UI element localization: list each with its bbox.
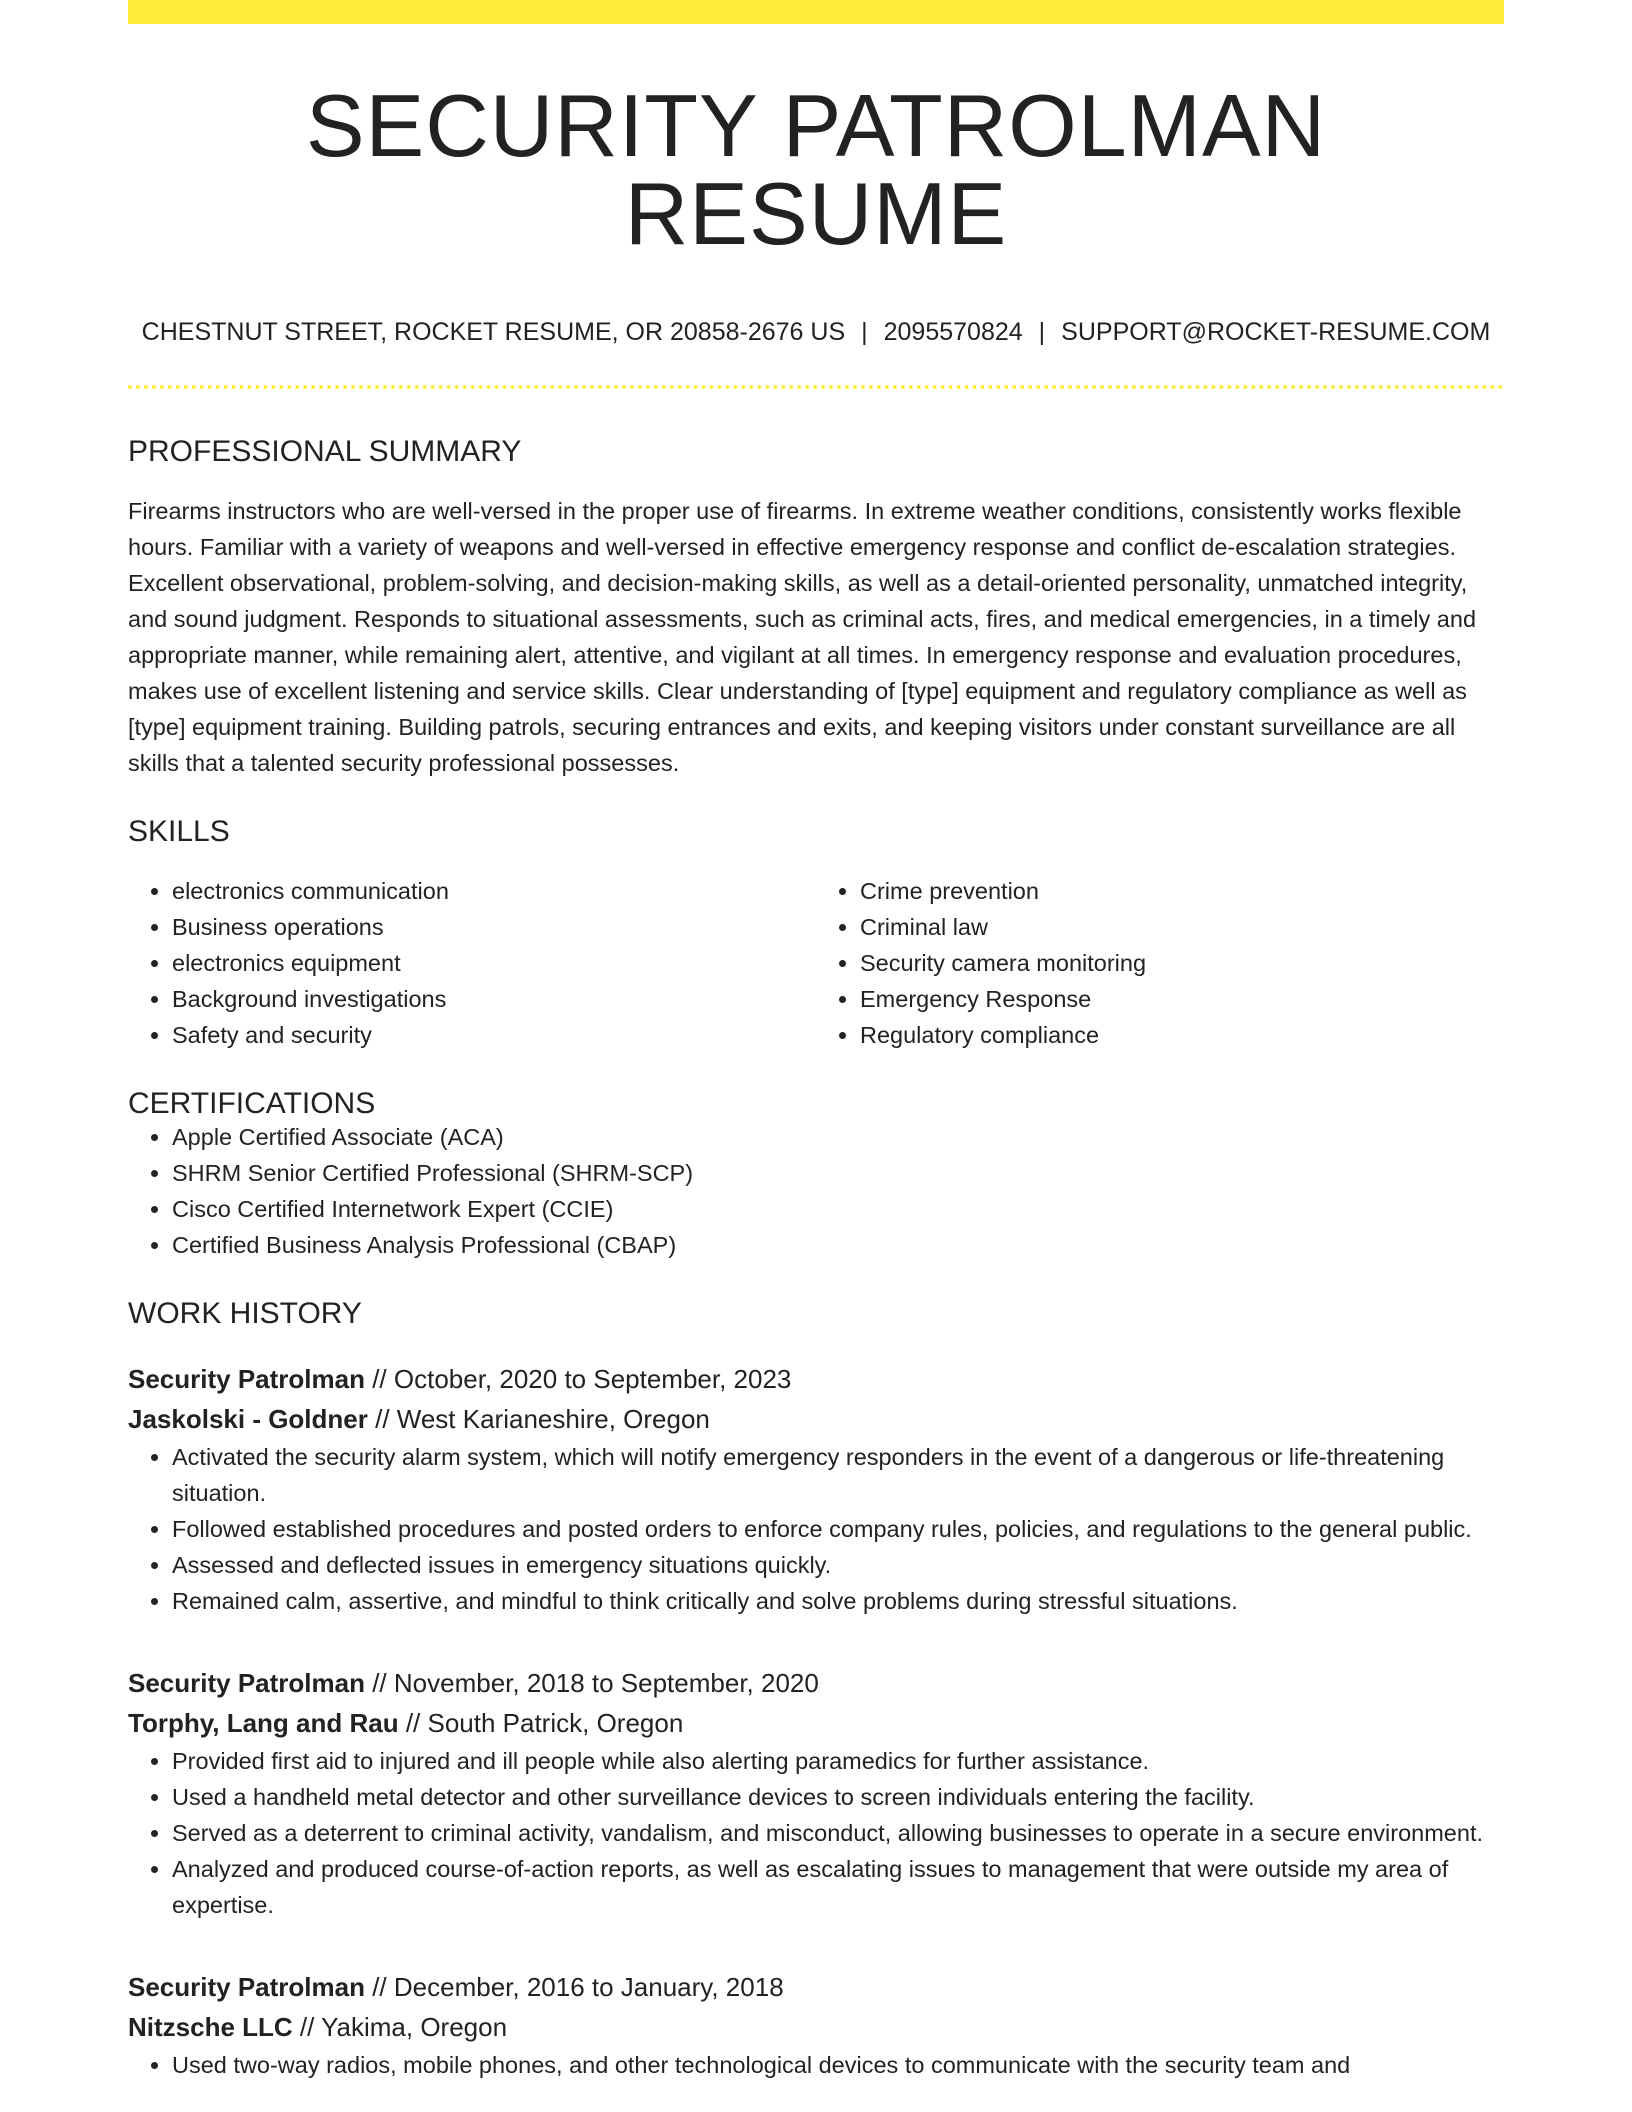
job-location: // Yakima, Oregon [292,2012,508,2042]
job-bullet: • Analyzed and produced course-of-action reports, as well as escalating issues to management that were outside my area of expertise. [172,1851,1504,1923]
job-bullet: • Served as a deterrent to criminal activity, vandalism, and misconduct, allowing businesses to operate in a secure environment. [172,1815,1504,1851]
job-dates: // December, 2016 to January, 2018 [364,1972,784,2002]
skill-item: • electronics equipment [172,945,816,981]
skills-column-left [128,873,816,1053]
summary-text: Firearms instructors who are well-versed in the proper use of firearms. In extreme weather conditions, consistently works flexible hours. Familiar with a variety of weapons and well-versed in effective emergency response and conflict de-escalation strategies. Excellent observational, problem-solving, and decision-making skills, as well as a detail-oriented personality, unmatched integrity, and sound judgment. Responds to situational assessments, such as criminal acts, fires, and medical emergencies, in a timely and appropriate manner, while remaining alert, attentive, and vigilant at all times. In emergency response and evaluation procedures, makes use of excellent listening and service skills. Clear understanding of [type] equipment and regulatory compliance as well as [type] equipment training. Building patrols, securing entrances and exits, and keeping visitors under constant surveillance are all skills that a talented security professional possesses. [128,498,1477,776]
job-bullet: • Activated the security alarm system, which will notify emergency responders in the event of a dangerous or life-threatening situation. [172,1439,1504,1511]
resume-title: SECURITY PATROLMAN RESUME [305,76,1327,263]
job-bullet: • Provided first aid to injured and ill people while also alerting paramedics for further assistance. [172,1743,1504,1779]
resume-page [128,0,1504,2083]
skill-item: • Background investigations [172,981,816,1017]
job-company: Nitzsche LLC [128,2012,293,2042]
contact-email: SUPPORT@ROCKET-RESUME.COM [1061,318,1491,346]
job-company: Jaskolski - Goldner [128,1404,368,1434]
contact-separator: | [861,318,868,346]
skills-heading: SKILLS [128,815,230,848]
accent-top-bar [128,0,1504,24]
job-company: Torphy, Lang and Rau [128,1708,399,1738]
job-bullet: • Followed established procedures and posted orders to enforce company rules, policies, and regulations to the general public. [172,1511,1504,1547]
job-title-line [128,1967,1504,2007]
contact-phone: 2095570824 [883,318,1023,346]
skills-list-right [816,873,1504,1053]
certification-item: • SHRM Senior Certified Professional (SHRM-SCP) [172,1155,1504,1191]
job-bullet-list [128,1743,1504,1923]
job-title: Security Patrolman [128,1364,365,1394]
job-title-line [128,1663,1504,1703]
skill-item: • Criminal law [860,909,1504,945]
job-company-line [128,1703,1504,1743]
certifications-list [128,1119,1504,1263]
contact-line [128,320,1504,345]
certification-item: • Apple Certified Associate (ACA) [172,1119,1504,1155]
job-location: // West Karianeshire, Oregon [367,1404,710,1434]
job-bullet: • Used a handheld metal detector and other surveillance devices to screen individuals entering the facility. [172,1779,1504,1815]
job-title: Security Patrolman [128,1668,365,1698]
work-history-heading: WORK HISTORY [128,1297,362,1330]
job-title-line [128,1359,1504,1399]
job-bullet-list [128,1439,1504,1619]
skill-item: • Regulatory compliance [860,1017,1504,1053]
contact-address: CHESTNUT STREET, ROCKET RESUME, OR 20858-2676 US [141,318,846,346]
skill-item: • Safety and security [172,1017,816,1053]
job-entry [128,1359,1504,1619]
job-bullet-list [128,2047,1504,2083]
skill-item: • Emergency Response [860,981,1504,1017]
skills-grid [128,873,1504,1053]
skills-column-right [816,873,1504,1053]
skill-item: • Business operations [172,909,816,945]
job-company-line [128,2007,1504,2047]
job-location: // South Patrick, Oregon [398,1708,684,1738]
summary-heading: PROFESSIONAL SUMMARY [128,435,522,468]
job-bullet: • Remained calm, assertive, and mindful to think critically and solve problems during stressful situations. [172,1583,1504,1619]
job-entry [128,1663,1504,1923]
certification-item: • Certified Business Analysis Professional (CBAP) [172,1227,1504,1263]
skills-list-left [128,873,816,1053]
job-title: Security Patrolman [128,1972,365,2002]
certification-item: • Cisco Certified Internetwork Expert (CCIE) [172,1191,1504,1227]
skill-item: • electronics communication [172,873,816,909]
job-company-line [128,1399,1504,1439]
job-bullet: • Used two-way radios, mobile phones, and other technological devices to communicate with the security team and [172,2047,1504,2083]
skill-item: • Security camera monitoring [860,945,1504,981]
job-bullet: • Assessed and deflected issues in emergency situations quickly. [172,1547,1504,1583]
job-entry [128,1967,1504,2083]
job-dates: // October, 2020 to September, 2023 [364,1364,792,1394]
dotted-divider [128,385,1504,389]
certifications-heading: CERTIFICATIONS [128,1087,376,1120]
job-dates: // November, 2018 to September, 2020 [364,1668,819,1698]
skill-item: • Crime prevention [860,873,1504,909]
contact-separator: | [1038,318,1046,346]
